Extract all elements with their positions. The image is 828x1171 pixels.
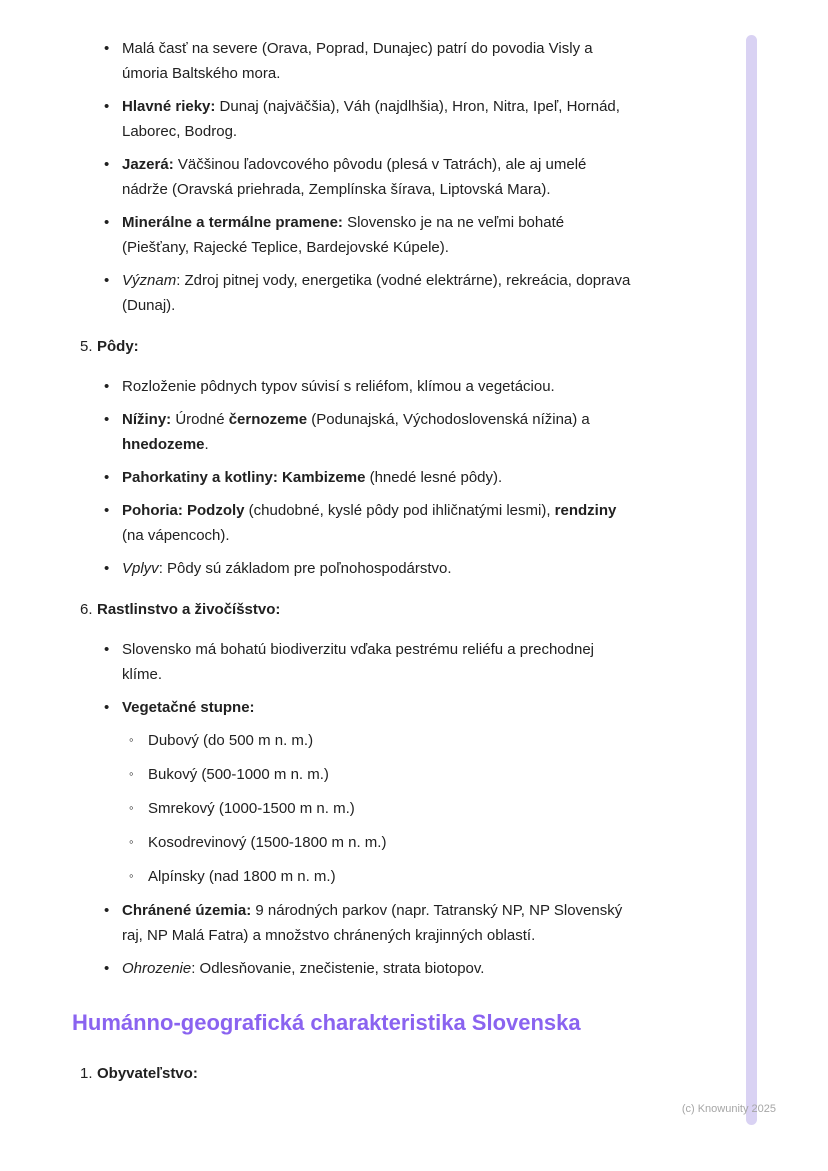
sub-list-item — [72, 830, 634, 855]
text-segment: : Odlesňovanie, znečistenie, strata biotopov. — [191, 960, 485, 977]
text-segment: Smrekový (1000-1500 m n. m.) — [148, 800, 355, 817]
text-segment: (chudobné, kyslé pôdy pod ihličnatými lesmi), — [244, 502, 555, 519]
sub-list-item — [72, 796, 634, 821]
list-item — [72, 695, 634, 720]
bullet-marker: • — [104, 98, 110, 115]
bullet-marker: • — [104, 960, 110, 977]
text-segment: Chránené územia: — [122, 902, 252, 919]
bullet-marker: • — [104, 560, 110, 577]
text-segment: Rastlinstvo a živočíšstvo: — [97, 601, 281, 618]
bullet-marker: • — [104, 272, 110, 289]
text-segment: Malá časť na severe (Orava, Poprad, Dunajec) patrí do povodia Visly a úmoria Baltského mora. — [122, 40, 593, 82]
bullet-marker: • — [104, 40, 110, 57]
list-item — [72, 374, 634, 399]
list-item — [72, 556, 634, 581]
text-segment: Nížiny: — [122, 411, 172, 428]
list-item — [72, 898, 634, 948]
subbullet-marker: ◦ — [129, 834, 134, 849]
sub-list-item — [72, 864, 634, 889]
list-number: 5. — [80, 338, 93, 355]
bullet-marker: • — [104, 502, 110, 519]
list-item — [72, 498, 634, 548]
numbered-item — [72, 334, 634, 359]
text-segment: Slovensko je na ne veľmi bohaté (Piešťany, Rajecké Teplice, Bardejovské Kúpele). — [122, 214, 565, 256]
document-content — [72, 36, 634, 1101]
numbered-item — [72, 597, 634, 622]
text-segment: (Podunajská, Východoslovenská nížina) a — [307, 411, 590, 428]
text-segment: Pohoria: Podzoly — [122, 502, 245, 519]
text-segment: 9 národných parkov (napr. Tatranský NP, NP Slovenský raj, NP Malá Fatra) a množstvo chránených krajinných oblastí. — [122, 902, 623, 944]
bullet-marker: • — [104, 641, 110, 658]
subbullet-marker: ◦ — [129, 800, 134, 815]
bullet-marker: • — [104, 902, 110, 919]
list-item — [72, 407, 634, 457]
text-segment: : Zdroj pitnej vody, energetika (vodné elektrárne), rekreácia, doprava (Dunaj). — [122, 272, 631, 314]
scrollbar-track[interactable] — [746, 35, 757, 1125]
list-number: 1. — [80, 1065, 93, 1082]
watermark: (c) Knowunity 2025 — [681, 1103, 776, 1115]
list-number: 6. — [80, 601, 93, 618]
text-segment: : Pôdy sú základom pre poľnohospodárstvo. — [158, 560, 452, 577]
text-segment: Bukový (500-1000 m n. m.) — [148, 766, 329, 783]
text-segment: Úrodné — [171, 411, 229, 428]
text-segment: (na vápencoch). — [122, 527, 230, 544]
text-segment: Rozloženie pôdnych typov súvisí s reliéfom, klímou a vegetáciou. — [122, 378, 555, 395]
text-segment: rendziny — [554, 502, 617, 519]
text-segment: . — [204, 436, 209, 453]
subbullet-marker: ◦ — [129, 732, 134, 747]
subbullet-marker: ◦ — [129, 868, 134, 883]
text-segment: Vegetačné stupne: — [122, 699, 255, 716]
list-item — [72, 94, 634, 144]
list-item — [72, 956, 634, 981]
text-segment: hnedozeme — [122, 436, 205, 453]
text-segment: Kosodrevinový (1500-1800 m n. m.) — [148, 834, 387, 851]
list-item — [72, 268, 634, 318]
text-segment: Jazerá: — [122, 156, 174, 173]
text-segment: Minerálne a termálne pramene: — [122, 214, 343, 231]
text-segment: Dunaj (najväčšia), Váh (najdlhšia), Hron, Nitra, Ipeľ, Hornád, Laborec, Bodrog. — [122, 98, 620, 140]
text-segment: Pahorkatiny a kotliny: Kambizeme — [122, 469, 366, 486]
list-item — [72, 465, 634, 490]
bullet-marker: • — [104, 699, 110, 716]
text-segment: Význam — [122, 272, 177, 289]
text-segment: Ohrozenie — [122, 960, 192, 977]
text-segment: Hlavné rieky: — [122, 98, 216, 115]
text-segment: Vplyv — [122, 560, 159, 577]
list-item — [72, 152, 634, 202]
text-segment: Pôdy: — [97, 338, 139, 355]
bullet-marker: • — [104, 214, 110, 231]
text-segment: Alpínsky (nad 1800 m n. m.) — [148, 868, 336, 885]
bullet-marker: • — [104, 156, 110, 173]
text-segment: Väčšinou ľadovcového pôvodu (plesá v Tatrách), ale aj umelé nádrže (Oravská priehrada, Zemplínska šírava, Liptovská Mara). — [122, 156, 587, 198]
list-item — [72, 210, 634, 260]
text-segment: černozeme — [228, 411, 308, 428]
text-segment: Slovensko má bohatú biodiverzitu vďaka pestrému reliéfu a prechodnej klíme. — [122, 641, 594, 683]
text-segment: Dubový (do 500 m n. m.) — [148, 732, 314, 749]
numbered-item — [72, 1061, 634, 1086]
section-heading — [72, 1009, 634, 1037]
bullet-marker: • — [104, 411, 110, 428]
sub-list-item — [72, 762, 634, 787]
sub-list-item — [72, 728, 634, 753]
list-item — [72, 637, 634, 687]
subbullet-marker: ◦ — [129, 766, 134, 781]
bullet-marker: • — [104, 378, 110, 395]
text-segment: (hnedé lesné pôdy). — [365, 469, 503, 486]
list-item — [72, 36, 634, 86]
bullet-marker: • — [104, 469, 110, 486]
text-segment: Humánno-geografická charakteristika Slovenska — [72, 1010, 581, 1035]
text-segment: Obyvateľstvo: — [97, 1065, 198, 1082]
